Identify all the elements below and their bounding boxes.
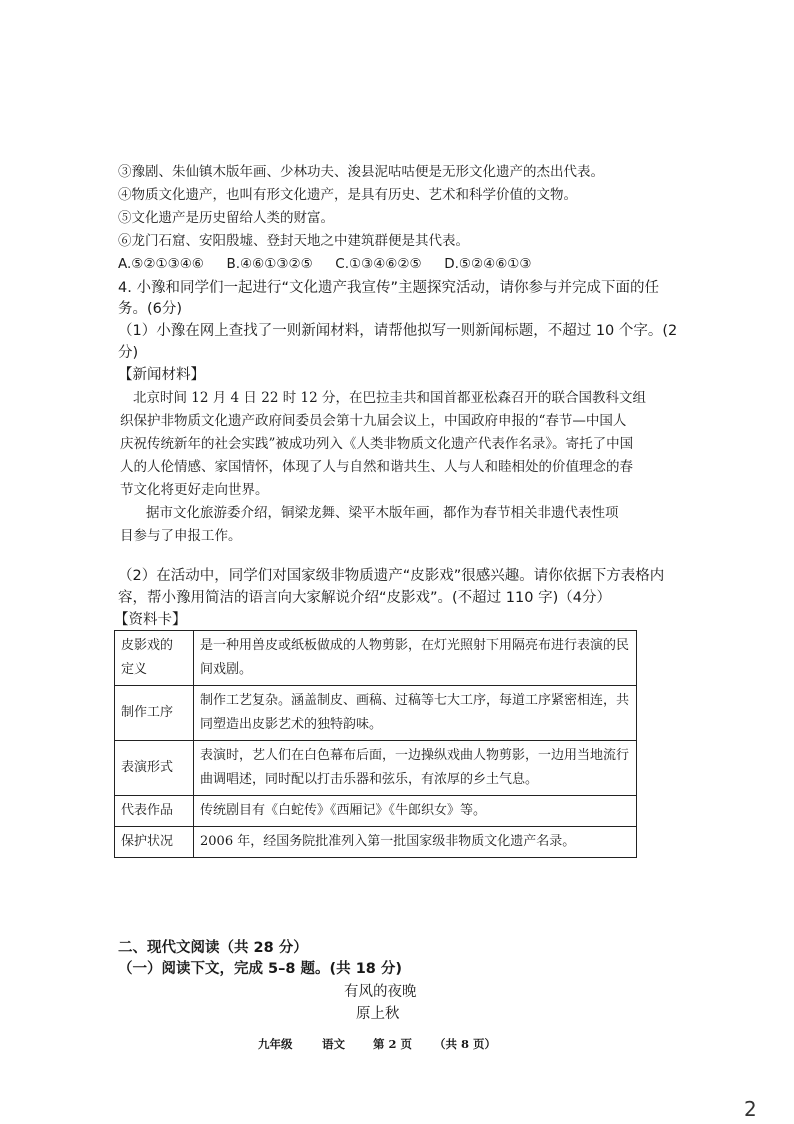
choice-b: B.④⑥①③②⑤ [226,256,313,272]
q4-sub2-line1: （2）在活动中，同学们对国家级非物质遗产“皮影戏”很感兴趣。请你依据下方表格内 [118,568,665,584]
row-label: 代表作品 [115,796,194,827]
q4-sub1-line1: （1）小豫在网上查找了一则新闻材料，请帮他拟写一则新闻标题，不超过 10 个字。(2 [118,323,678,339]
q4-stem-line1: 4. 小豫和同学们一起进行“文化遗产我宣传”主题探究活动，请你参与并完成下面的任 [118,280,659,296]
news-label: 【新闻材料】 [118,367,205,383]
option-item-3: ③豫剧、朱仙镇木版年画、少林功夫、浚县泥咕咕便是无形文化遗产的杰出代表。 [118,164,604,180]
footer-grade: 九年级 [258,1037,293,1051]
answer-choices [118,254,532,274]
article-title: 有风的夜晚 [344,984,417,1000]
row-label: 制作工序 [115,686,194,741]
q4-sub2-line2: 容，帮小豫用简洁的语言向大家解说介绍“皮影戏”。(不超过 110 字)（4分） [118,590,611,606]
table-row [115,686,637,741]
section-heading: 二、现代文阅读（共 28 分） [118,940,308,956]
page-number: 2 [744,1097,757,1121]
news-line: 织保护非物质文化遗产政府间委员会第十九届会议上，中国政府申报的“春节—中国人 [120,413,627,429]
row-content: 制作工艺复杂。涵盖制皮、画稿、过稿等七大工序，每道工序紧密相连，共 同塑造出皮影艺术的独特韵味。 [194,686,637,741]
table-row [115,631,637,686]
q4-sub1-line2: 分) [118,345,139,361]
row-label: 保护状况 [115,827,194,858]
article-author: 原上秋 [356,1006,400,1022]
option-item-4: ④物质文化遗产，也叫有形文化遗产，是具有历史、艺术和科学价值的文物。 [118,187,577,203]
row-content: 2006 年，经国务院批准列入第一批国家级非物质文化遗产名录。 [194,827,637,858]
row-content: 传统剧目有《白蛇传》《西厢记》《牛郎织女》等。 [194,796,637,827]
choice-d: D.⑤②④⑥①③ [444,256,532,272]
choice-a: A.⑤②①③④⑥ [118,256,204,272]
footer-page: 第 2 页 [373,1037,413,1051]
news-line: 人的人伦情感、家国情怀，体现了人与自然和谐共生、人与人和睦相处的价值理念的春 [120,459,633,475]
row-label: 表演形式 [115,741,194,796]
table-row [115,827,637,858]
choice-c: C.①③④⑥②⑤ [335,256,422,272]
footer-total: （共 8 页） [434,1037,497,1051]
option-item-6: ⑥龙门石窟、安阳殷墟、登封天地之中建筑群便是其代表。 [118,233,469,249]
news-line: 北京时间 12 月 4 日 22 时 12 分，在巴拉圭共和国首都亚松森召开的联合国教科文组 [133,390,646,406]
card-label: 【资料卡】 [114,612,187,628]
section-sub-heading: （一）阅读下文，完成 5–8 题。(共 18 分) [118,961,403,977]
footer-subject: 语文 [322,1037,345,1051]
option-item-5: ⑤文化遗产是历史留给人类的财富。 [118,210,334,226]
row-content: 表演时，艺人们在白色幕布后面，一边操纵戏曲人物剪影，一边用当地流行 曲调唱述，同时配以打击乐器和弦乐，有浓厚的乡土气息。 [194,741,637,796]
table-row [115,796,637,827]
row-label: 皮影戏的 定义 [115,631,194,686]
news-line: 据市文化旅游委介绍，铜梁龙舞、梁平木版年画，都作为春节相关非遗代表性项 [146,505,619,521]
news-line: 节文化将更好走向世界。 [120,482,269,498]
info-card-table [114,630,637,858]
news-line: 庆祝传统新年的社会实践”被成功列入《人类非物质文化遗产代表作名录》。寄托了中国 [120,436,634,452]
news-line: 目参与了申报工作。 [120,528,242,544]
q4-stem-line2: 务。(6分) [118,301,183,317]
row-content: 是一种用兽皮或纸板做成的人物剪影，在灯光照射下用隔亮布进行表演的民 间戏剧。 [194,631,637,686]
table-row [115,741,637,796]
